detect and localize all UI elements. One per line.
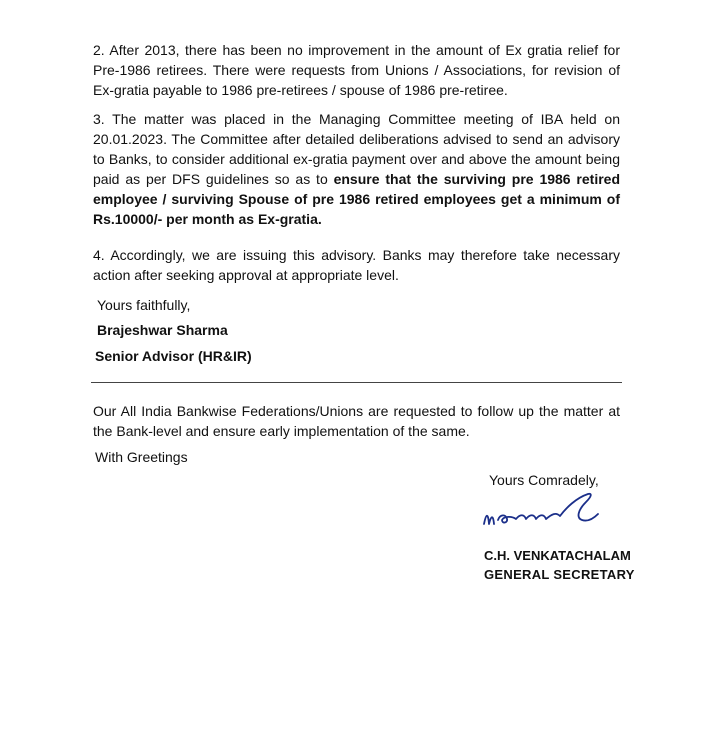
greeting: With Greetings bbox=[95, 449, 188, 465]
divider-line bbox=[91, 382, 622, 383]
signatory-title: Senior Advisor (HR&IR) bbox=[95, 348, 252, 364]
paragraph-3-emphasis: ensure that the surviving pre 1986 retired employee / surviving Spouse of pre 1986 retired employees get a minimum of Rs.10000/- per month as Ex-gratia. bbox=[93, 171, 621, 227]
closing-faithfully: Yours faithfully, bbox=[97, 297, 191, 313]
general-secretary-title: GENERAL SECRETARY bbox=[484, 567, 635, 582]
paragraph-4: 4. Accordingly, we are issuing this advisory. Banks may therefore take necessary action after seeking approval at appropriate level. bbox=[93, 247, 620, 283]
paragraph-3-text: 3. The matter was placed in the Managing Committee meeting of IBA held on 20.01.2023. The Committee after detailed deliberations advised to send an advisory to Banks, to consider additional ex-gratia payment over and above the amount being paid as per DFS guidelines so as to bbox=[93, 111, 620, 187]
signatory-name: Brajeshwar Sharma bbox=[97, 322, 228, 338]
paragraph-3 bbox=[93, 109, 620, 229]
general-secretary-name: C.H. VENKATACHALAM bbox=[484, 548, 631, 563]
closing-comradely: Yours Comradely, bbox=[489, 472, 599, 488]
handwritten-signature-icon bbox=[480, 490, 610, 530]
paragraph-2: 2. After 2013, there has been no improvement in the amount of Ex gratia relief for Pre-1986 retirees. There were requests from Unions / Associations, for revision of Ex-gratia payable to 1986 pre-retirees / spouse of 1986 pre-retiree. bbox=[93, 42, 620, 98]
federation-note: Our All India Bankwise Federations/Unions are requested to follow up the matter at the Bank-level and ensure early implementation of the same. bbox=[93, 403, 620, 439]
